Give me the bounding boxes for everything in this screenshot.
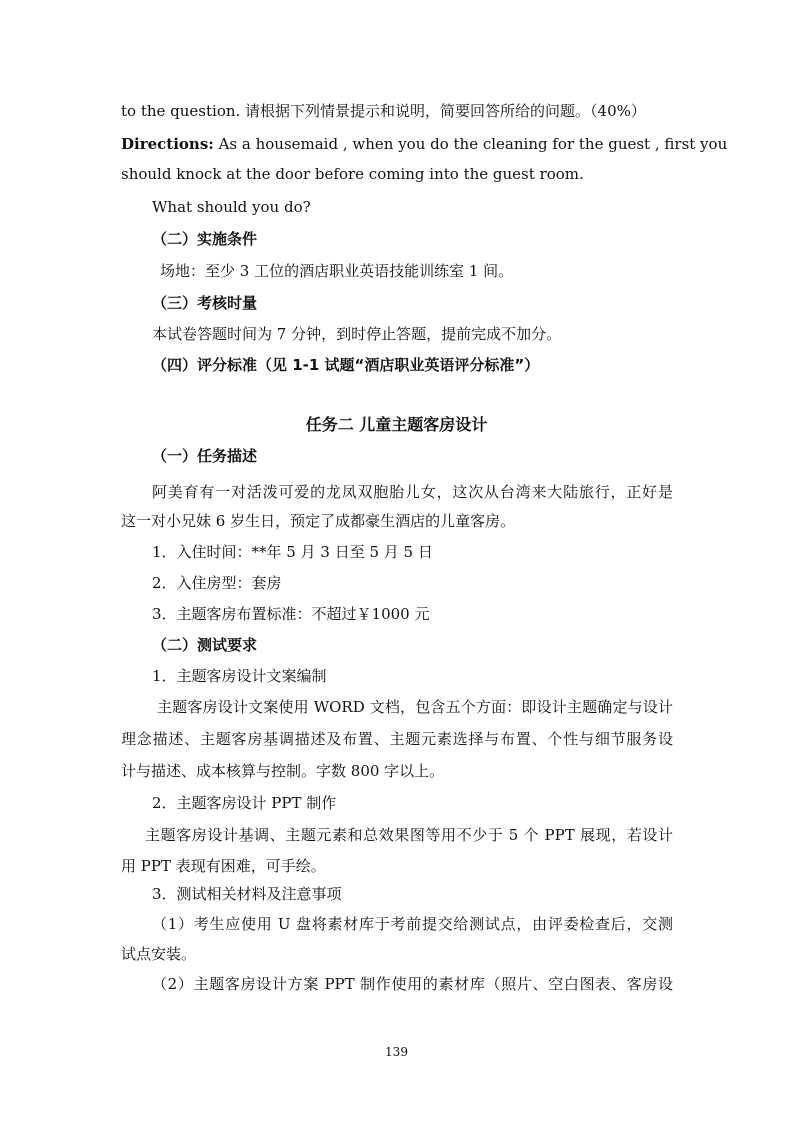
section-heading: （四）评分标准（见 1-1 试题“酒店职业英语评分标准”） (152, 356, 540, 374)
text-line: 理念描述、主题客房基调描述及布置、主题元素选择与布置、个性与细节服务设 (121, 730, 673, 748)
directions-line (121, 134, 728, 154)
list-item: 3．测试相关材料及注意事项 (152, 885, 342, 903)
section-heading: （二）实施条件 (152, 230, 258, 248)
page-number: 139 (385, 1045, 408, 1059)
text-line: 计与描述、成本核算与控制。字数 800 字以上。 (121, 762, 445, 780)
text-line: 场地：至少 3 工位的酒店职业英语技能训练室 1 间。 (160, 262, 514, 280)
text-line: 本试卷答题时间为 7 分钟，到时停止答题，提前完成不加分。 (152, 325, 562, 343)
text-span: 主题客房设计基调、主题元素和总效果图等用不少于 5 个 PPT 展现，若设计 (145, 826, 673, 844)
list-item: 1．主题客房设计文案编制 (152, 667, 327, 685)
section-heading: （一）任务描述 (152, 447, 258, 465)
list-item: 3．主题客房布置标准：不超过￥1000 元 (152, 605, 430, 623)
text-line: to the question. 请根据下列情景提示和说明，简要回答所给的问题。（40%） (121, 102, 646, 120)
text-line (121, 825, 673, 845)
text-span: 主题客房设计文案使用 WORD 文档，包含五个方面：即设计主题确定与设计 (157, 698, 673, 716)
directions-text: As a housemaid , when you do the cleaning for the guest , first you (213, 135, 728, 153)
text-span: 阿美育有一对活泼可爱的龙凤双胞胎儿女，这次从台湾来大陆旅行，正好是 (152, 483, 673, 501)
text-line (121, 697, 673, 717)
section-heading: （二）测试要求 (152, 636, 258, 654)
text-line: What should you do? (152, 198, 311, 216)
list-item: 2．入住房型：套房 (152, 574, 282, 592)
list-item: 1．入住时间：**年 5 月 3 日至 5 月 5 日 (152, 543, 433, 561)
text-span: （2）主题客房设计方案 PPT 制作使用的素材库（照片、空白图表、客房设 (152, 975, 673, 993)
text-line (121, 974, 673, 994)
text-line (121, 482, 673, 502)
text-span: （1）考生应使用 U 盘将素材库于考前提交给测试点，由评委检查后，交测 (152, 915, 673, 933)
text-line: 这一对小兄妹 6 岁生日，预定了成都豪生酒店的儿童客房。 (121, 512, 516, 530)
list-item: 2．主题客房设计 PPT 制作 (152, 794, 337, 812)
text-line (121, 914, 673, 934)
task-title: 任务二 儿童主题客房设计 (305, 415, 488, 434)
text-line: 用 PPT 表现有困难，可手绘。 (121, 857, 326, 875)
text-line: 试点安装。 (121, 945, 197, 963)
text-line: should knock at the door before coming into the guest room. (121, 165, 584, 183)
section-heading: （三）考核时量 (152, 294, 258, 312)
directions-label: Directions: (121, 135, 214, 153)
